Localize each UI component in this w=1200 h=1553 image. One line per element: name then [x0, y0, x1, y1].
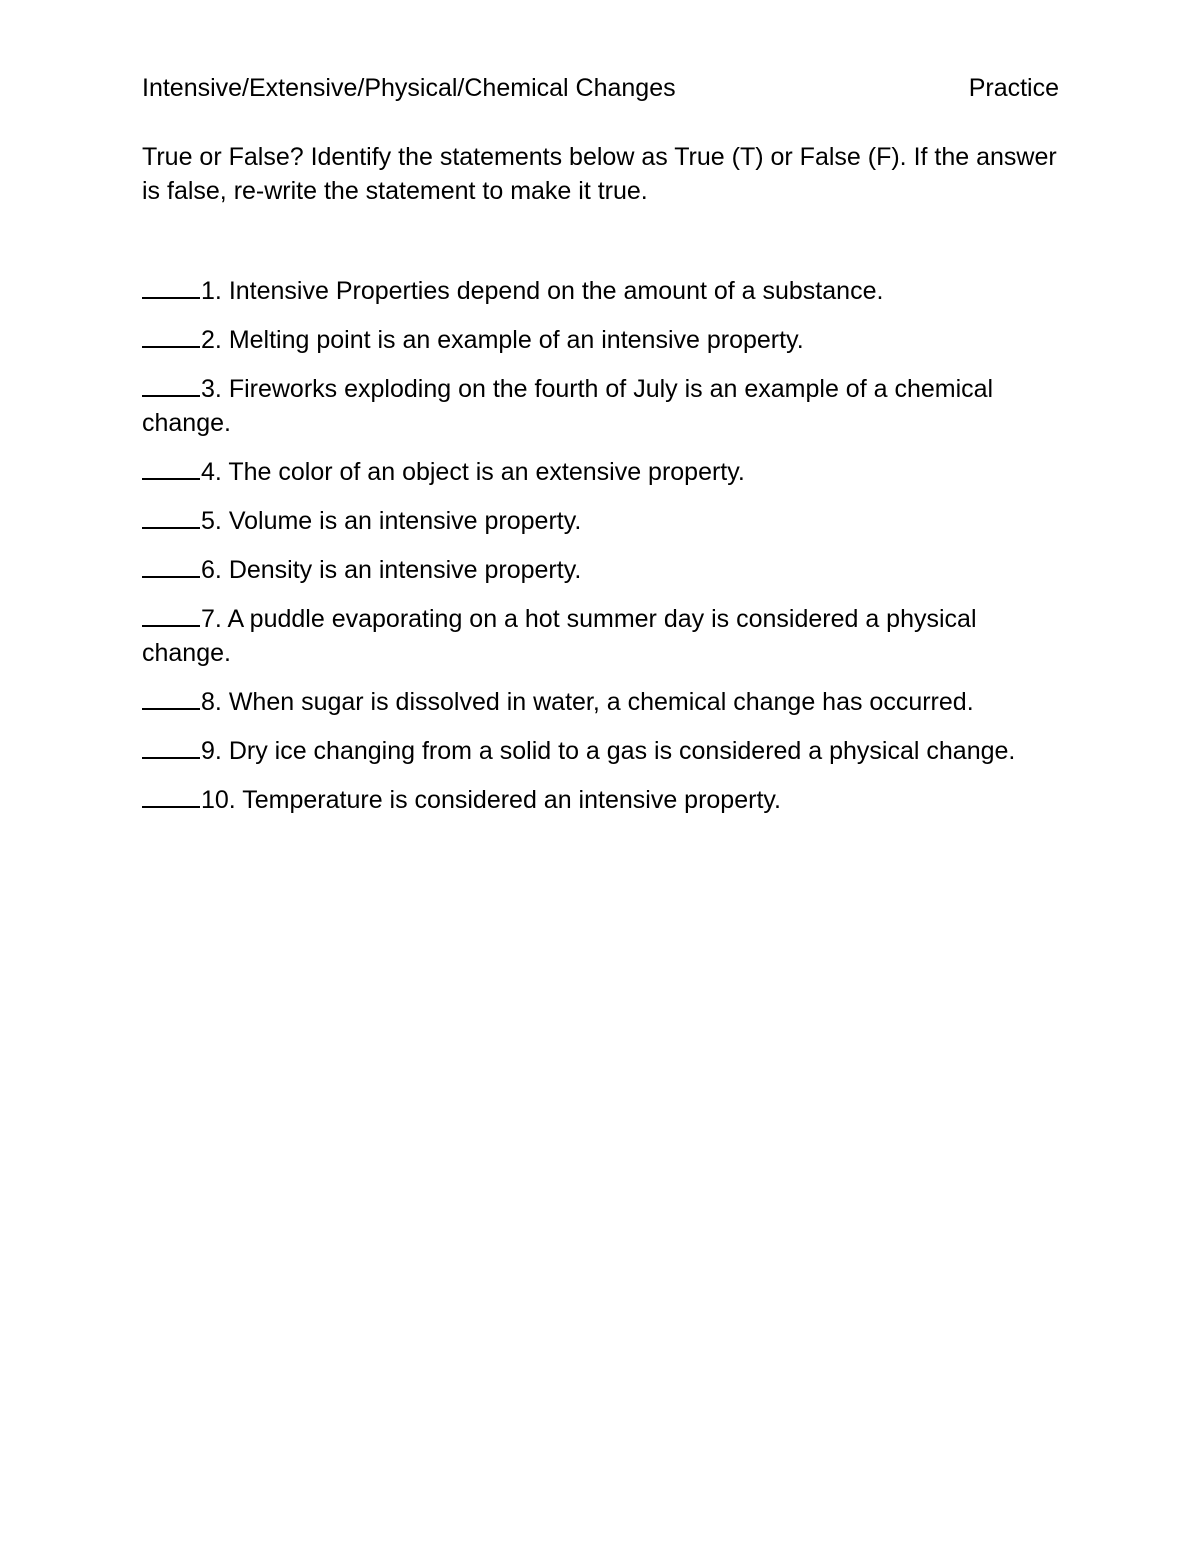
- answer-blank[interactable]: [142, 505, 200, 529]
- question-item: [142, 734, 1062, 768]
- question-text: Density is an intensive property.: [228, 556, 582, 584]
- question-item: [142, 455, 1062, 489]
- answer-blank[interactable]: [142, 735, 200, 759]
- question-number: 3.: [201, 375, 222, 403]
- answer-blank[interactable]: [142, 373, 200, 397]
- question-number: 1.: [201, 277, 222, 305]
- question-item: [142, 553, 1062, 587]
- question-item: [142, 372, 1062, 440]
- question-text: Temperature is considered an intensive property.: [242, 786, 781, 814]
- question-text: Fireworks exploding on the fourth of July is an example of a chemical change.: [142, 375, 994, 437]
- question-text: Melting point is an example of an intensive property.: [228, 326, 804, 354]
- answer-blank[interactable]: [142, 554, 200, 578]
- answer-blank[interactable]: [142, 603, 200, 627]
- question-number: 5.: [201, 507, 222, 535]
- question-number: 8.: [201, 688, 222, 716]
- question-number: 9.: [201, 737, 222, 765]
- question-item: [142, 783, 1062, 817]
- question-item: [142, 602, 1062, 670]
- question-item: [142, 323, 1062, 357]
- instructions-text: True or False? Identify the statements below as True (T) or False (F). If the answer is false, re-write the statement to make it true.: [142, 143, 1057, 205]
- question-item: [142, 504, 1062, 538]
- question-text: Intensive Properties depend on the amount of a substance.: [228, 277, 884, 305]
- question-item: [142, 685, 1062, 719]
- question-text: A puddle evaporating on a hot summer day is considered a physical change.: [142, 605, 977, 667]
- question-text: When sugar is dissolved in water, a chemical change has occurred.: [228, 688, 974, 716]
- question-number: 4.: [201, 458, 222, 486]
- question-item: [142, 274, 1062, 308]
- worksheet-title: Intensive/Extensive/Physical/Chemical Changes: [142, 74, 676, 102]
- question-number: 2.: [201, 326, 222, 354]
- answer-blank[interactable]: [142, 324, 200, 348]
- answer-blank[interactable]: [142, 456, 200, 480]
- practice-label: Practice: [968, 74, 1059, 102]
- answer-blank[interactable]: [142, 784, 200, 808]
- question-number: 7.: [201, 605, 222, 633]
- question-text: The color of an object is an extensive property.: [228, 458, 745, 486]
- page-header: [142, 70, 1059, 106]
- question-text: Dry ice changing from a solid to a gas is considered a physical change.: [228, 737, 1016, 765]
- question-number: 10.: [201, 786, 236, 814]
- answer-blank[interactable]: [142, 275, 200, 299]
- question-text: Volume is an intensive property.: [228, 507, 582, 535]
- question-list: [142, 274, 1062, 832]
- question-number: 6.: [201, 556, 222, 584]
- answer-blank[interactable]: [142, 686, 200, 710]
